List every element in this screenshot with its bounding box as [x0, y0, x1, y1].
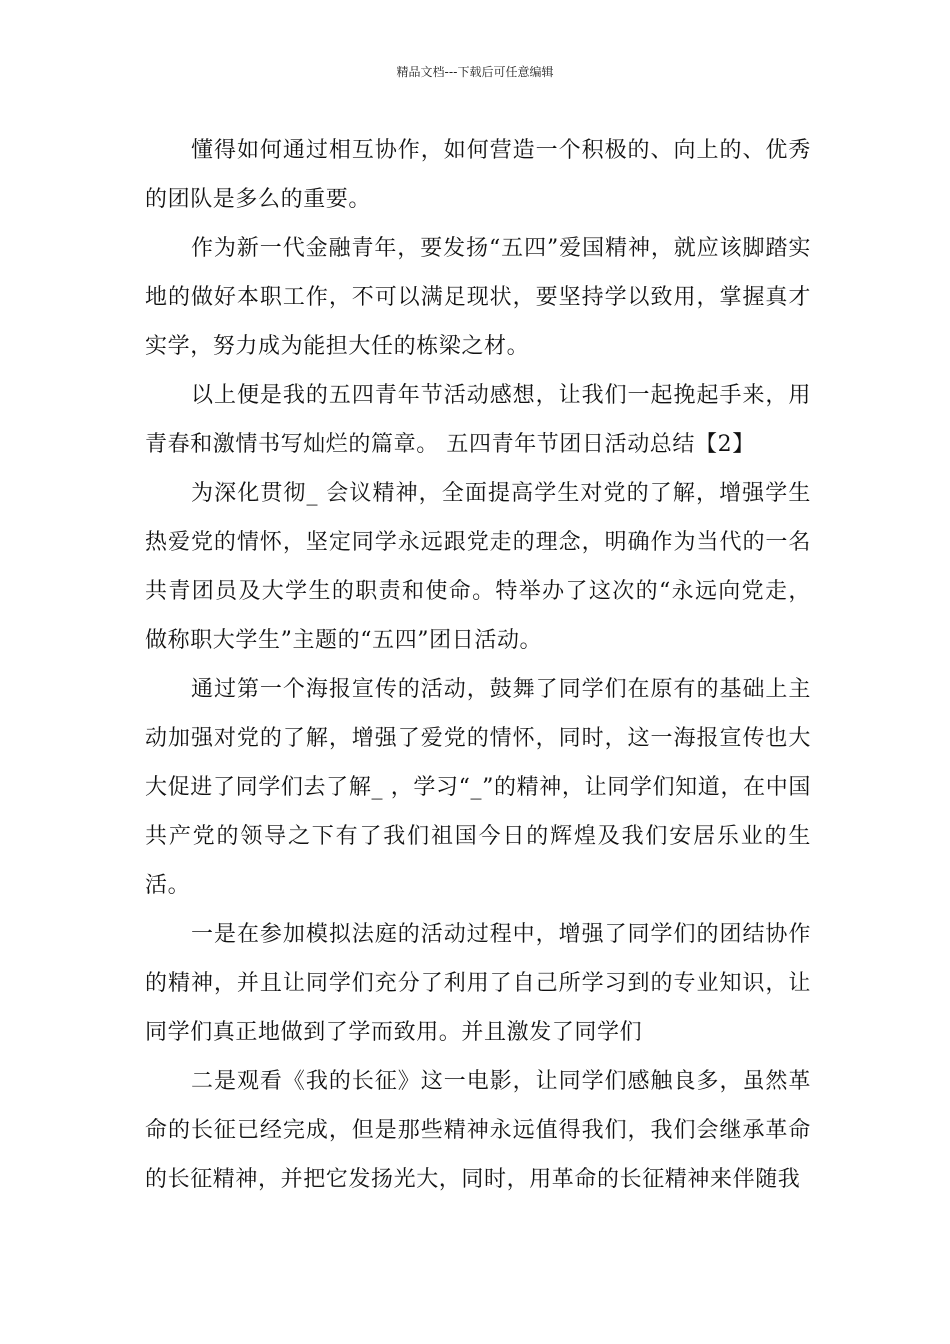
paragraph-1: 懂得如何通过相互协作，如何营造一个积极的、向上的、优秀的团队是多么的重要。	[145, 138, 811, 212]
page-header: 精品文档---下载后可任意编辑	[396, 65, 554, 79]
document-body	[145, 126, 811, 1204]
paragraph-5: 通过第一个海报宣传的活动，鼓舞了同学们在原有的基础上主动加强对党的了解，增强了爱党的情怀，同时，这一海报宣传也大大促进了同学们去了解_ ，学习“_”的精神，让同学们知道，在中国共产党的领导之下有了我们祖国今日的辉煌及我们安居乐业的生活。	[145, 677, 811, 898]
paragraph-6: 一是在参加模拟法庭的活动过程中，增强了同学们的团结协作的精神，并且让同学们充分了利用了自己所学习到的专业知识，让同学们真正地做到了学而致用。并且激发了同学们	[145, 922, 811, 1045]
paragraph-7: 二是观看《我的长征》这一电影，让同学们感触良多，虽然革命的长征已经完成，但是那些精神永远值得我们，我们会继承革命的长征精神，并把它发扬光大，同时，用革命的长征精神来伴随我	[145, 1069, 811, 1192]
paragraph-3: 以上便是我的五四青年节活动感想，让我们一起挽起手来，用青春和激情书写灿烂的篇章。 五四青年节团日活动总结【2】	[145, 383, 811, 457]
paragraph-4: 为深化贯彻_ 会议精神，全面提高学生对党的了解，增强学生热爱党的情怀，坚定同学永远跟党走的理念，明确作为当代的一名共青团员及大学生的职责和使命。特举办了这次的“永远向党走，做称职大学生”主题的“五四”团日活动。	[145, 481, 811, 653]
paragraph-2: 作为新一代金融青年，要发扬“五四”爱国精神，就应该脚踏实地的做好本职工作，不可以满足现状，要坚持学以致用，掌握真才实学，努力成为能担大任的栋梁之材。	[145, 236, 811, 359]
